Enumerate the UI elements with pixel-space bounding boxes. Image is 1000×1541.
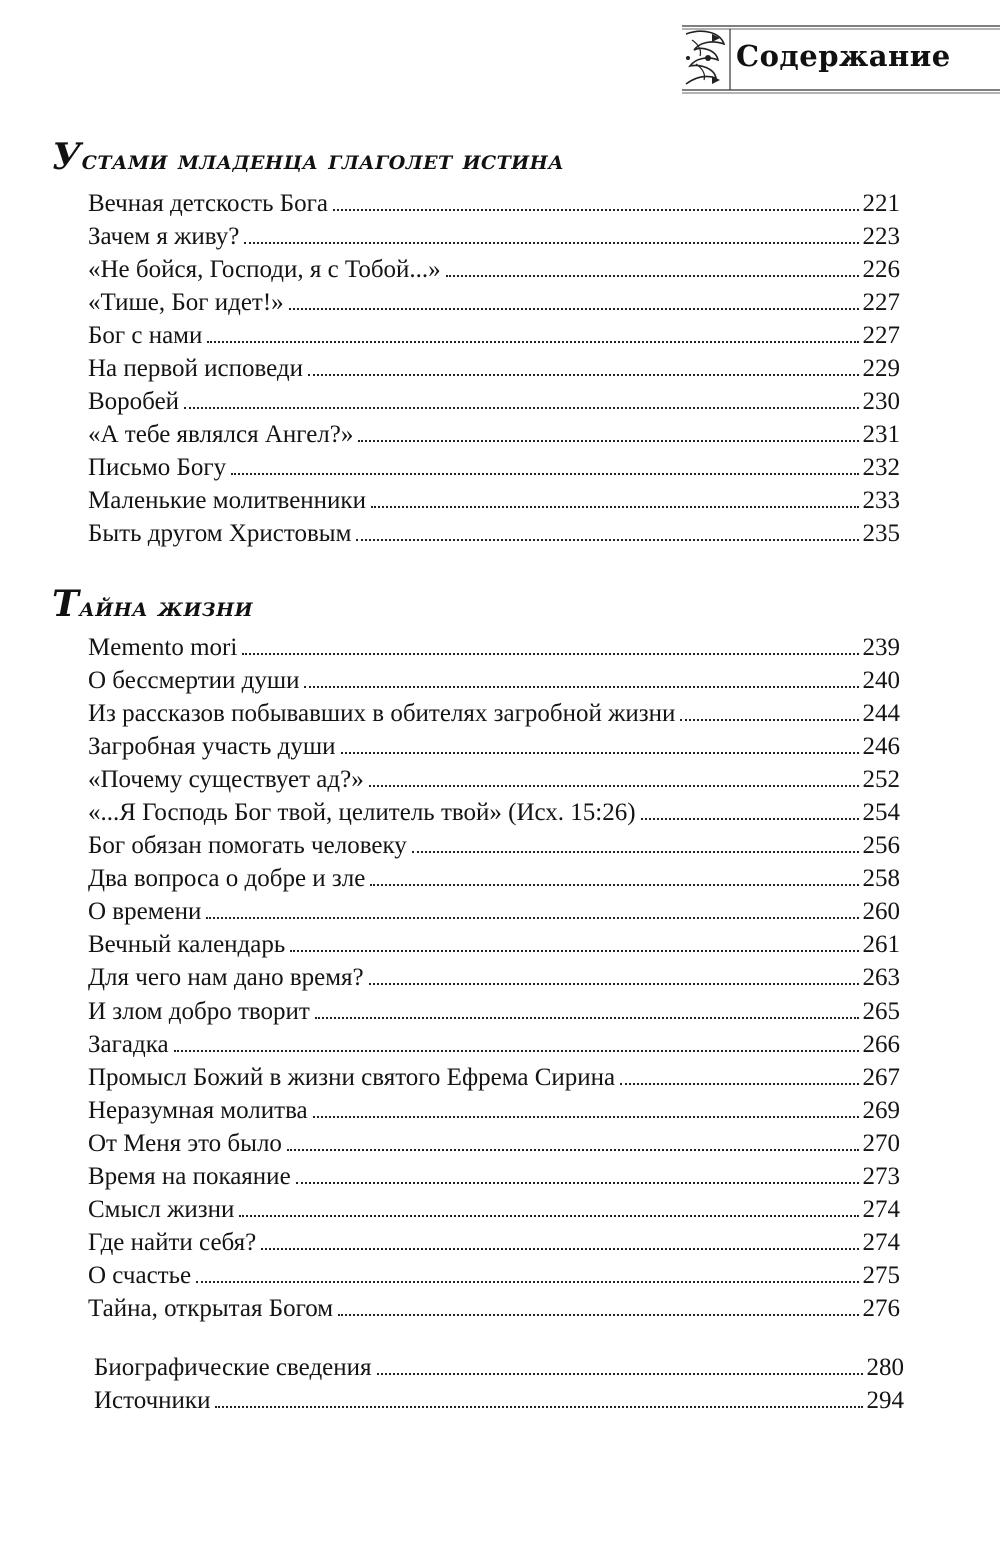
dot-leader <box>620 1060 858 1085</box>
dot-leader <box>308 351 858 376</box>
toc-entry-title: Загадка <box>88 1030 169 1058</box>
toc-entry-title: Memento mori <box>88 633 238 661</box>
toc-entry-page: 229 <box>862 354 900 382</box>
toc-entry[interactable] <box>88 252 900 285</box>
toc-entry-title: Загробная участь души <box>88 732 336 760</box>
toc-entry[interactable] <box>88 862 900 895</box>
toc-entry-title: Бог с нами <box>88 321 203 349</box>
dot-leader <box>206 895 858 920</box>
toc-entry-title: Воробей <box>88 388 180 416</box>
dot-leader <box>239 1193 858 1218</box>
toc-entry[interactable] <box>88 517 900 550</box>
toc-entry[interactable] <box>88 663 900 696</box>
dot-leader <box>680 696 858 721</box>
toc-entry[interactable] <box>88 630 900 663</box>
toc-entry-page: 280 <box>866 1353 904 1381</box>
running-head-title: Содержание <box>736 39 951 73</box>
toc-entry-title: «Тише, Бог идет!» <box>88 288 284 316</box>
dot-leader <box>333 186 859 211</box>
toc-entry-page: 256 <box>862 832 900 860</box>
toc-entry-title: Письмо Богу <box>88 454 227 482</box>
toc-entry-title: Зачем я живу? <box>88 222 240 250</box>
toc-entry-title: Где найти себя? <box>88 1229 257 1257</box>
dot-leader <box>174 1027 859 1052</box>
toc-entry-page: 240 <box>862 666 900 694</box>
toc-entry[interactable] <box>88 1193 900 1226</box>
toc-entry[interactable] <box>94 1350 904 1383</box>
toc-entry[interactable] <box>88 762 900 795</box>
toc-entry-page: 270 <box>862 1129 900 1157</box>
toc-entry[interactable] <box>88 285 900 318</box>
toc-entry[interactable] <box>88 1160 900 1193</box>
dot-leader <box>641 795 859 820</box>
toc-entry-page: 294 <box>866 1386 904 1414</box>
toc-entry-page: 235 <box>862 520 900 548</box>
dot-leader <box>196 1259 858 1284</box>
toc-entry-title: «...Я Господь Бог твой, целитель твой» (Исх. 15:26) <box>88 798 636 826</box>
toc-entry-title: Бог обязан помогать человеку <box>88 832 407 860</box>
toc-entry-page: 221 <box>862 189 900 217</box>
toc-entry[interactable] <box>88 219 900 252</box>
section-title-1 <box>52 136 564 178</box>
toc-entry[interactable] <box>88 186 900 219</box>
toc-entry[interactable] <box>88 1093 900 1126</box>
toc-entry[interactable] <box>94 1383 904 1416</box>
dot-leader <box>369 762 859 787</box>
toc-entry-page: 230 <box>862 388 900 416</box>
toc-entry[interactable] <box>88 1292 900 1325</box>
dot-leader <box>315 994 859 1019</box>
dot-leader <box>338 1292 858 1317</box>
toc-entry[interactable] <box>88 696 900 729</box>
section-title-2 <box>52 583 253 625</box>
toc-entry-page: 275 <box>862 1262 900 1290</box>
section-title-1-initial: У <box>52 136 82 178</box>
toc-entry-page: 273 <box>862 1163 900 1190</box>
toc-entry[interactable] <box>88 1060 900 1093</box>
toc-entry[interactable] <box>88 961 900 994</box>
toc-entry-title: О бессмертии души <box>88 666 300 694</box>
toc-entry-title: Маленькие молитвенники <box>88 487 366 515</box>
toc-entry-title: И злом добро творит <box>88 997 310 1025</box>
toc-entry[interactable] <box>88 829 900 862</box>
dot-leader <box>244 219 858 244</box>
running-head <box>672 20 1000 98</box>
toc-entry-title: Два вопроса о добре и зле <box>88 865 366 893</box>
toc-entry[interactable] <box>88 729 900 762</box>
toc-entry-page: 276 <box>862 1295 900 1323</box>
dot-leader <box>358 418 858 443</box>
section-title-2-text: айна жизни <box>79 592 254 623</box>
toc-entry-page: 254 <box>862 798 900 826</box>
dot-leader <box>412 829 859 854</box>
toc-entry[interactable] <box>88 451 900 484</box>
dot-leader <box>370 862 858 887</box>
toc-entry-page: 226 <box>862 255 900 283</box>
dot-leader <box>369 961 859 986</box>
toc-entry-title: «Не бойся, Господи, я с Тобой...» <box>88 255 441 283</box>
toc-entry[interactable] <box>88 928 900 961</box>
toc-entry-page: 244 <box>862 699 900 727</box>
dot-leader <box>231 451 858 476</box>
toc-list-section-1 <box>88 186 900 550</box>
toc-entry-title: Время на покаяние <box>88 1163 291 1190</box>
toc-entry-page: 266 <box>862 1030 900 1058</box>
toc-entry-page: 231 <box>862 421 900 449</box>
dot-leader <box>377 1350 863 1375</box>
toc-entry-title: На первой исповеди <box>88 354 304 382</box>
toc-entry[interactable] <box>88 994 900 1027</box>
toc-entry-page: 223 <box>862 222 900 250</box>
toc-entry-page: 258 <box>862 865 900 893</box>
toc-entry[interactable] <box>88 1027 900 1060</box>
toc-entry-title: Вечная детскость Бога <box>88 189 328 217</box>
toc-entry-page: 260 <box>862 898 900 926</box>
toc-entry-title: Тайна, открытая Богом <box>88 1295 334 1323</box>
toc-entry[interactable] <box>88 895 900 928</box>
toc-entry-title: От Меня это было <box>88 1129 282 1157</box>
toc-entry-page: 274 <box>862 1196 900 1224</box>
toc-entry[interactable] <box>88 795 900 828</box>
toc-entry-title: «Почему существует ад?» <box>88 765 364 793</box>
toc-list-section-2 <box>88 630 900 1325</box>
dot-leader <box>184 385 858 410</box>
toc-entry-title: Вечный календарь <box>88 931 286 959</box>
toc-entry-title: Быть другом Христовым <box>88 520 352 548</box>
toc-entry-title: Промысл Божий в жизни святого Ефрема Сирина <box>88 1063 616 1091</box>
toc-entry[interactable] <box>88 1126 900 1159</box>
toc-entry-page: 252 <box>862 765 900 793</box>
toc-entry[interactable] <box>88 484 900 517</box>
toc-entry-title: Биографические сведения <box>94 1353 372 1381</box>
toc-entry[interactable] <box>88 385 900 418</box>
toc-entry-page: 265 <box>862 997 900 1025</box>
dot-leader <box>356 517 858 542</box>
toc-entry[interactable] <box>88 1259 900 1292</box>
dot-leader <box>207 318 858 343</box>
toc-entry-title: «А тебе являлся Ангел?» <box>88 421 354 449</box>
toc-entry-page: 232 <box>862 454 900 482</box>
toc-entry-title: О времени <box>88 898 202 926</box>
dot-leader <box>371 484 859 509</box>
section-title-2-initial: Т <box>52 583 80 625</box>
toc-entry-page: 239 <box>862 633 900 661</box>
toc-entry-page: 274 <box>862 1229 900 1257</box>
toc-entry-title: О счастье <box>88 1262 192 1290</box>
toc-entry-title: Источники <box>94 1386 211 1414</box>
toc-entry-title: Смысл жизни <box>88 1196 235 1224</box>
toc-entry-page: 261 <box>862 931 900 959</box>
dot-leader <box>304 663 858 688</box>
toc-entry-page: 233 <box>862 487 900 515</box>
dot-leader <box>313 1093 859 1118</box>
toc-entry-page: 227 <box>862 288 900 316</box>
toc-entry-title: Неразумная молитва <box>88 1096 308 1124</box>
toc-entry-title: Для чего нам дано время? <box>88 964 364 992</box>
toc-entry-page: 267 <box>862 1063 900 1091</box>
dot-leader <box>215 1383 862 1408</box>
dot-leader <box>289 285 859 310</box>
toc-entry-page: 246 <box>862 732 900 760</box>
dot-leader <box>341 729 859 754</box>
dot-leader <box>290 928 858 953</box>
toc-entry-title: Из рассказов побывавших в обителях загробной жизни <box>88 699 676 727</box>
toc-entry-page: 263 <box>862 964 900 992</box>
dot-leader <box>242 630 858 655</box>
dot-leader <box>446 252 859 277</box>
dot-leader <box>261 1226 858 1251</box>
toc-entry-page: 269 <box>862 1096 900 1124</box>
dot-leader <box>287 1126 859 1151</box>
toc-entry[interactable] <box>88 351 900 384</box>
toc-entry[interactable] <box>88 318 900 351</box>
toc-list-back-matter <box>94 1350 904 1416</box>
toc-entry-page: 227 <box>862 321 900 349</box>
dot-leader <box>296 1160 859 1185</box>
toc-entry[interactable] <box>88 418 900 451</box>
toc-entry[interactable] <box>88 1226 900 1259</box>
section-title-1-text: стами младенца глаголет истина <box>81 145 565 176</box>
